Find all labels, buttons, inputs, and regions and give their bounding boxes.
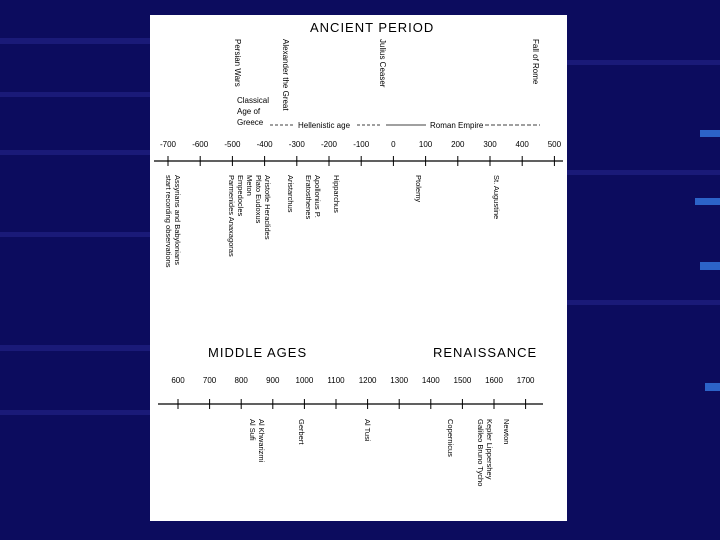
tick-label: -700 — [159, 140, 177, 149]
person-label: Kepler Lippershey — [485, 419, 494, 480]
person-label: Ptolemy — [414, 175, 423, 203]
timeline-document — [150, 15, 567, 521]
tick-label: 1700 — [516, 376, 535, 385]
tick-label: 300 — [483, 140, 497, 149]
tick-label: 1200 — [358, 376, 377, 385]
tick-label: -500 — [224, 140, 241, 149]
tick-label: 400 — [515, 140, 529, 149]
person-label: Al Khwarizmi — [257, 419, 266, 463]
background-stripe — [0, 345, 150, 351]
background-stripe — [567, 170, 720, 175]
classical-age-label: Age of — [237, 107, 261, 116]
background-stripe — [0, 38, 150, 44]
event-alexander-the-great: Alexander the Great — [281, 39, 290, 111]
background-stripe — [0, 150, 150, 155]
tick-label: 700 — [202, 376, 217, 385]
tick-label: 1500 — [453, 376, 472, 385]
background-stripe — [0, 232, 150, 237]
timeline-diagram — [150, 15, 567, 521]
background-stripe — [567, 300, 720, 305]
person-label: Plato Eudoxus — [254, 175, 263, 224]
person-label: Aristarchus — [286, 175, 295, 213]
event-persian-wars: Persian Wars — [233, 39, 242, 87]
person-label: Hipparchus — [332, 175, 341, 213]
accent-bar — [705, 383, 720, 391]
person-label: Eratosthenes — [304, 175, 313, 220]
person-label: Al Tusi — [363, 419, 372, 442]
person-label: Apollonius P. — [313, 175, 322, 218]
tick-label: 100 — [418, 140, 433, 149]
accent-bar — [700, 262, 720, 270]
person-label: Meton — [245, 175, 254, 196]
tick-label: 600 — [171, 376, 185, 385]
middle-ages-title: MIDDLE AGES — [208, 345, 308, 360]
background-stripe — [0, 92, 150, 97]
tick-label: 500 — [547, 140, 562, 149]
classical-age-label: Greece — [237, 118, 264, 127]
renaissance-title: RENAISSANCE — [433, 345, 538, 360]
classical-age-label: Classical — [237, 96, 270, 105]
person-label: Galileo Bruno Tycho — [476, 419, 485, 487]
person-label: St. Augustine — [492, 175, 501, 220]
tick-label: 1300 — [390, 376, 409, 385]
hellenistic-age-label: Hellenistic age — [298, 121, 351, 130]
tick-label: 0 — [391, 140, 396, 149]
tick-label: -600 — [192, 140, 209, 149]
background-stripe — [567, 60, 720, 65]
middle-tick-labels — [171, 376, 535, 385]
accent-bar — [700, 130, 720, 137]
roman-empire-label: Roman Empire — [430, 121, 484, 130]
person-label: Parmenides Anaxagoras — [227, 175, 236, 257]
person-label: Gerbert — [297, 419, 306, 445]
person-label: start recording observations — [164, 175, 173, 268]
tick-label: -400 — [256, 140, 273, 149]
tick-label: 1100 — [327, 376, 345, 385]
person-label: Al Sufi — [248, 419, 257, 441]
tick-label: 200 — [451, 140, 465, 149]
ancient-tick-labels — [160, 140, 562, 149]
event-fall-of-rome: Fall of Rome — [531, 39, 540, 85]
background-stripe — [0, 410, 150, 415]
tick-label: -300 — [288, 140, 305, 149]
tick-label: 1400 — [421, 376, 440, 385]
person-label: Aristotle Heraclides — [263, 175, 272, 240]
tick-label: 1600 — [485, 376, 503, 385]
person-label: Empedocles — [236, 175, 245, 217]
person-label: Copernicus — [446, 419, 455, 457]
tick-label: -100 — [353, 140, 370, 149]
tick-label: -200 — [320, 140, 338, 149]
event-julius-ceaser: Julius Ceaser — [378, 39, 387, 88]
tick-label: 900 — [266, 376, 280, 385]
ancient-period-title: ANCIENT PERIOD — [310, 20, 435, 35]
person-label: Assyrians and Babylonians — [173, 175, 182, 266]
tick-label: 800 — [234, 376, 248, 385]
tick-label: 1000 — [295, 376, 314, 385]
person-label: Newton — [502, 419, 511, 445]
accent-bar — [695, 198, 720, 205]
